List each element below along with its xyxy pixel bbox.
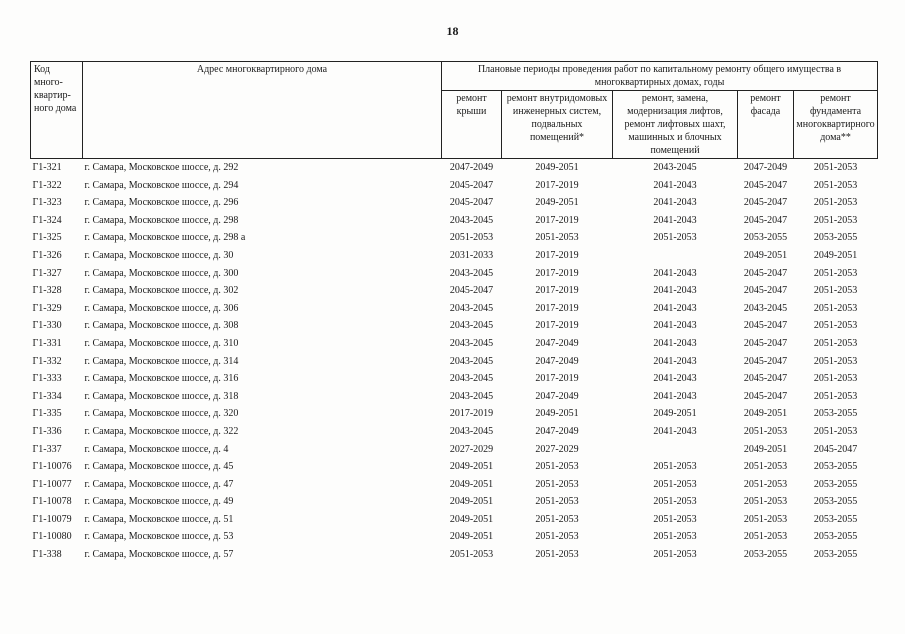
cell-foundation: 2051-2053 (813, 425, 858, 437)
cell-lifts: 2043-2045 (653, 162, 697, 173)
cell-facade: 2049-2051 (743, 443, 788, 455)
cell-roof: 2049-2051 (449, 478, 494, 490)
table-row (31, 265, 878, 283)
cell-engineering: 2017-2019 (535, 302, 579, 314)
cell-engineering: 2049-2051 (535, 197, 579, 209)
cell-foundation: 2053-2055 (813, 408, 858, 420)
cell-roof: 2043-2045 (449, 267, 494, 279)
cell-engineering: 2051-2053 (535, 461, 579, 473)
cell-foundation: 2051-2053 (813, 337, 858, 349)
cell-address: г. Самара, Московское шоссе, д. 53 (84, 531, 234, 543)
cell-code: Г1-327 (32, 267, 62, 279)
cell-facade: 2049-2051 (743, 249, 788, 261)
cell-code: Г1-331 (32, 337, 62, 349)
table-row (31, 458, 878, 476)
cell-roof: 2045-2047 (449, 285, 494, 297)
table-body (31, 159, 878, 564)
cell-facade: 2045-2047 (743, 320, 788, 332)
cell-facade: 2051-2053 (743, 478, 788, 490)
cell-code: Г1-333 (32, 373, 62, 385)
table-row (31, 159, 878, 177)
cell-roof: 2031-2033 (449, 249, 494, 261)
cell-lifts: 2041-2043 (653, 355, 697, 367)
cell-roof: 2049-2051 (449, 496, 494, 508)
cell-facade: 2045-2047 (743, 285, 788, 297)
table-row (31, 212, 878, 230)
cell-foundation: 2051-2053 (813, 162, 858, 173)
cell-foundation: 2053-2055 (813, 549, 858, 561)
cell-foundation: 2045-2047 (813, 443, 858, 455)
cell-foundation: 2053-2055 (813, 513, 858, 525)
cell-engineering: 2047-2049 (535, 425, 579, 437)
cell-address: г. Самара, Московское шоссе, д. 30 (84, 249, 234, 261)
cell-facade: 2045-2047 (743, 197, 788, 209)
cell-address: г. Самара, Московское шоссе, д. 318 (84, 390, 239, 402)
cell-lifts: 2041-2043 (653, 320, 697, 332)
cell-foundation: 2051-2053 (813, 197, 858, 209)
cell-roof: 2045-2047 (449, 179, 494, 191)
cell-lifts: 2051-2053 (653, 232, 697, 244)
cell-engineering: 2047-2049 (535, 337, 579, 349)
cell-address: г. Самара, Московское шоссе, д. 296 (84, 197, 239, 209)
table-row (31, 511, 878, 529)
table-row (31, 353, 878, 371)
header-lifts: ремонт, замена, модернизация лифтов, ремонт лифтовых шахт, машинных и блочных помещений (613, 91, 738, 159)
cell-roof: 2049-2051 (449, 513, 494, 525)
table-header (31, 62, 878, 159)
cell-code: Г1-10080 (32, 531, 72, 543)
cell-code: Г1-324 (32, 214, 62, 226)
cell-address: г. Самара, Московское шоссе, д. 298 а (84, 232, 246, 244)
header-address: Адрес многоквартирного дома (83, 62, 442, 159)
cell-engineering: 2017-2019 (535, 267, 579, 279)
cell-address: г. Самара, Московское шоссе, д. 4 (84, 443, 229, 455)
cell-lifts: 2051-2053 (653, 513, 697, 525)
cell-code: Г1-328 (32, 285, 62, 297)
table-row (31, 177, 878, 195)
cell-roof: 2043-2045 (449, 337, 494, 349)
cell-lifts: 2041-2043 (653, 337, 697, 349)
cell-code: Г1-330 (32, 320, 62, 332)
cell-engineering: 2051-2053 (535, 496, 579, 508)
cell-code: Г1-337 (32, 443, 62, 455)
cell-foundation: 2051-2053 (813, 267, 858, 279)
cell-foundation: 2053-2055 (813, 531, 858, 543)
cell-roof: 2027-2029 (449, 443, 494, 455)
cell-code: Г1-322 (32, 179, 62, 191)
cell-lifts: 2049-2051 (653, 408, 697, 420)
cell-lifts: 2041-2043 (653, 214, 697, 226)
cell-address: г. Самара, Московское шоссе, д. 49 (84, 496, 234, 508)
cell-facade: 2045-2047 (743, 214, 788, 226)
cell-address: г. Самара, Московское шоссе, д. 292 (84, 162, 239, 173)
cell-lifts: 2041-2043 (653, 267, 697, 279)
page-number: 18 (446, 24, 459, 38)
cell-code: Г1-325 (32, 232, 62, 244)
cell-engineering: 2017-2019 (535, 179, 579, 191)
cell-roof: 2051-2053 (449, 549, 494, 561)
cell-address: г. Самара, Московское шоссе, д. 310 (84, 337, 239, 349)
cell-roof: 2049-2051 (449, 461, 494, 473)
cell-address: г. Самара, Московское шоссе, д. 306 (84, 302, 239, 314)
cell-engineering: 2017-2019 (535, 285, 579, 297)
cell-facade: 2045-2047 (743, 337, 788, 349)
cell-address: г. Самара, Московское шоссе, д. 47 (84, 478, 234, 490)
table-row (31, 194, 878, 212)
cell-engineering: 2051-2053 (535, 478, 579, 490)
cell-foundation: 2051-2053 (813, 355, 858, 367)
table-row (31, 546, 878, 564)
cell-roof: 2043-2045 (449, 355, 494, 367)
cell-lifts: 2041-2043 (653, 373, 697, 385)
cell-foundation: 2051-2053 (813, 373, 858, 385)
cell-facade: 2045-2047 (743, 267, 788, 279)
cell-facade: 2047-2049 (743, 162, 788, 173)
cell-lifts: 2041-2043 (653, 425, 697, 437)
cell-address: г. Самара, Московское шоссе, д. 300 (84, 267, 239, 279)
cell-address: г. Самара, Московское шоссе, д. 320 (84, 408, 239, 420)
cell-facade: 2045-2047 (743, 390, 788, 402)
cell-roof: 2051-2053 (449, 232, 494, 244)
cell-engineering: 2017-2019 (535, 373, 579, 385)
cell-roof: 2049-2051 (449, 531, 494, 543)
cell-engineering: 2017-2019 (535, 214, 579, 226)
cell-address: г. Самара, Московское шоссе, д. 316 (84, 373, 239, 385)
cell-code: Г1-323 (32, 197, 62, 209)
cell-roof: 2043-2045 (449, 302, 494, 314)
table-row (31, 405, 878, 423)
table-row (31, 388, 878, 406)
table-row (31, 493, 878, 511)
table-row (31, 423, 878, 441)
table-row (31, 335, 878, 353)
cell-lifts: 2041-2043 (653, 302, 697, 314)
cell-address: г. Самара, Московское шоссе, д. 57 (84, 549, 234, 561)
cell-foundation: 2051-2053 (813, 320, 858, 332)
cell-engineering: 2051-2053 (535, 549, 579, 561)
cell-address: г. Самара, Московское шоссе, д. 314 (84, 355, 239, 367)
cell-foundation: 2051-2053 (813, 390, 858, 402)
cell-address: г. Самара, Московское шоссе, д. 322 (84, 425, 239, 437)
cell-code: Г1-10076 (32, 461, 72, 473)
cell-foundation: 2051-2053 (813, 302, 858, 314)
cell-address: г. Самара, Московское шоссе, д. 51 (84, 513, 234, 525)
cell-foundation: 2053-2055 (813, 496, 858, 508)
cell-code: Г1-334 (32, 390, 62, 402)
cell-facade: 2043-2045 (743, 302, 788, 314)
cell-code: Г1-336 (32, 425, 62, 437)
cell-lifts: 2051-2053 (653, 531, 697, 543)
cell-lifts: 2041-2043 (653, 285, 697, 297)
cell-lifts: 2051-2053 (653, 461, 697, 473)
cell-foundation: 2053-2055 (813, 461, 858, 473)
cell-facade: 2049-2051 (743, 408, 788, 420)
header-facade: ремонт фасада (738, 91, 794, 159)
cell-roof: 2047-2049 (449, 162, 494, 173)
cell-foundation: 2053-2055 (813, 232, 858, 244)
cell-lifts: 2051-2053 (653, 549, 697, 561)
capital-repair-table (30, 61, 878, 564)
cell-engineering: 2049-2051 (535, 408, 579, 420)
cell-roof: 2043-2045 (449, 320, 494, 332)
cell-engineering: 2051-2053 (535, 531, 579, 543)
cell-code: Г1-338 (32, 549, 62, 561)
cell-facade: 2045-2047 (743, 373, 788, 385)
cell-foundation: 2051-2053 (813, 285, 858, 297)
cell-code: Г1-329 (32, 302, 62, 314)
header-roof: ремонт крыши (442, 91, 502, 159)
cell-roof: 2043-2045 (449, 425, 494, 437)
cell-engineering: 2017-2019 (535, 320, 579, 332)
header-periods: Плановые периоды проведения работ по капитальному ремонту общего имущества в многоквартирных домах, годы (442, 62, 878, 91)
cell-engineering: 2027-2029 (535, 443, 579, 455)
cell-roof: 2043-2045 (449, 214, 494, 226)
cell-facade: 2051-2053 (743, 531, 788, 543)
cell-address: г. Самара, Московское шоссе, д. 308 (84, 320, 239, 332)
cell-lifts (613, 247, 738, 265)
cell-facade: 2051-2053 (743, 461, 788, 473)
cell-address: г. Самара, Московское шоссе, д. 302 (84, 285, 239, 297)
cell-lifts: 2041-2043 (653, 197, 697, 209)
cell-foundation: 2051-2053 (813, 214, 858, 226)
cell-foundation: 2053-2055 (813, 478, 858, 490)
table-row (31, 282, 878, 300)
cell-engineering: 2051-2053 (535, 513, 579, 525)
table-row (31, 247, 878, 265)
cell-lifts: 2041-2043 (653, 179, 697, 191)
cell-lifts: 2041-2043 (653, 390, 697, 402)
cell-foundation: 2051-2053 (813, 179, 858, 191)
cell-code: Г1-10079 (32, 513, 72, 525)
cell-lifts: 2051-2053 (653, 478, 697, 490)
cell-roof: 2043-2045 (449, 373, 494, 385)
cell-lifts (613, 441, 738, 459)
cell-engineering: 2047-2049 (535, 355, 579, 367)
cell-code: Г1-332 (32, 355, 62, 367)
cell-facade: 2051-2053 (743, 425, 788, 437)
cell-address: г. Самара, Московское шоссе, д. 294 (84, 179, 239, 191)
cell-facade: 2053-2055 (743, 549, 788, 561)
cell-facade: 2045-2047 (743, 355, 788, 367)
cell-code: Г1-326 (32, 249, 62, 261)
cell-code: Г1-10077 (32, 478, 72, 490)
cell-address: г. Самара, Московское шоссе, д. 45 (84, 461, 234, 473)
cell-roof: 2043-2045 (449, 390, 494, 402)
table-row (31, 317, 878, 335)
header-engineering: ремонт внутридомовых инженерных систем, подвальных помещений* (502, 91, 613, 159)
table-row (31, 528, 878, 546)
cell-facade: 2053-2055 (743, 232, 788, 244)
table-row (31, 229, 878, 247)
cell-address: г. Самара, Московское шоссе, д. 298 (84, 214, 239, 226)
cell-foundation: 2049-2051 (813, 249, 858, 261)
table-row (31, 370, 878, 388)
cell-engineering: 2047-2049 (535, 390, 579, 402)
cell-facade: 2051-2053 (743, 513, 788, 525)
table-row (31, 441, 878, 459)
cell-code: Г1-10078 (32, 496, 72, 508)
cell-code: Г1-321 (32, 162, 62, 173)
header-foundation: ремонт фундамента многоквартирного дома** (794, 91, 878, 159)
cell-engineering: 2017-2019 (535, 249, 579, 261)
cell-facade: 2051-2053 (743, 496, 788, 508)
cell-lifts: 2051-2053 (653, 496, 697, 508)
cell-facade: 2045-2047 (743, 179, 788, 191)
table-row (31, 476, 878, 494)
cell-engineering: 2049-2051 (535, 162, 579, 173)
cell-code: Г1-335 (32, 408, 62, 420)
header-code: Код много- квартир- ного дома (31, 62, 83, 159)
cell-engineering: 2051-2053 (535, 232, 579, 244)
cell-roof: 2017-2019 (449, 408, 494, 420)
table-row (31, 300, 878, 318)
cell-roof: 2045-2047 (449, 197, 494, 209)
